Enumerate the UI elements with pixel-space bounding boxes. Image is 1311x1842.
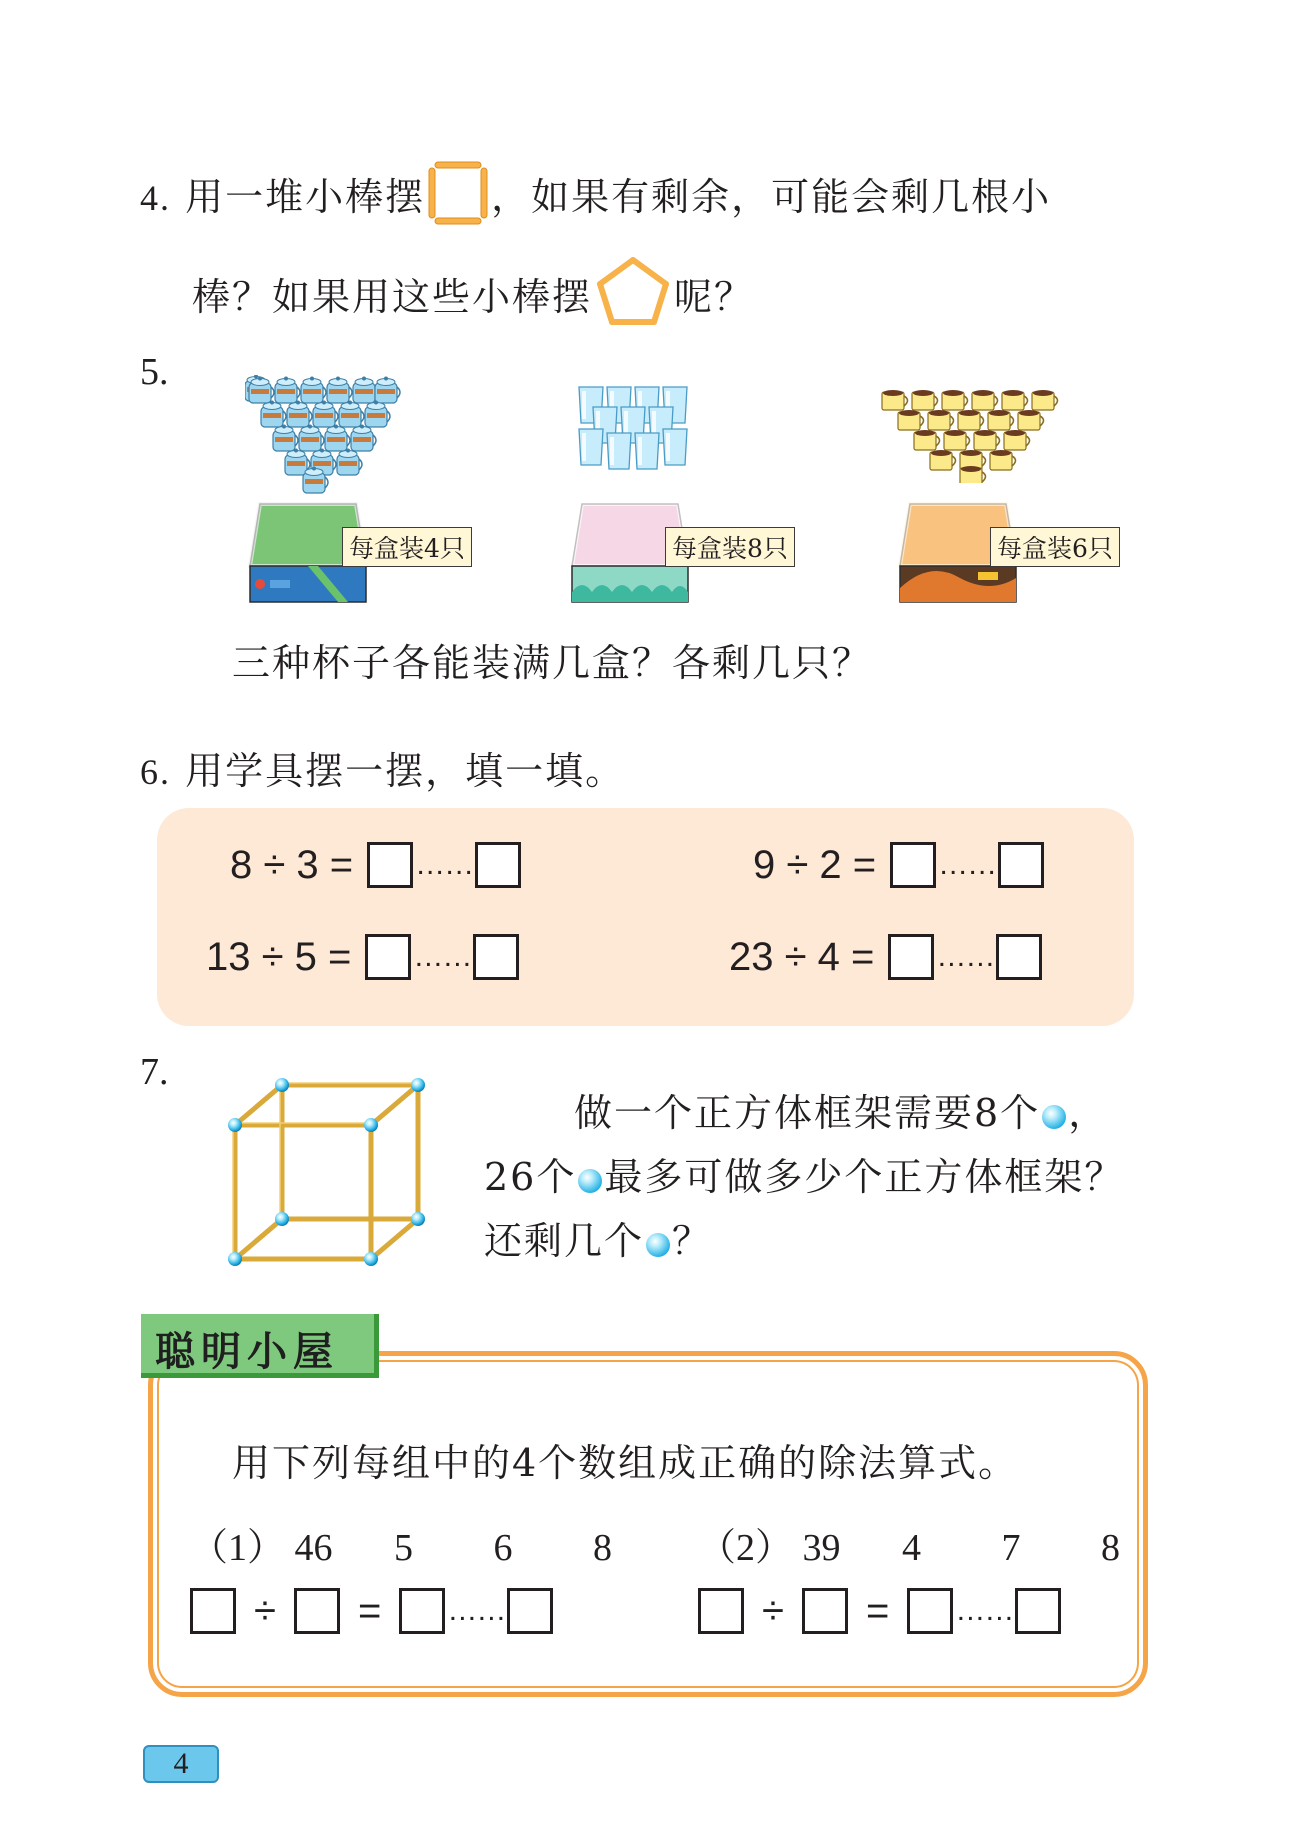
cube-frame-icon: [225, 1075, 430, 1275]
q7-text-1-end: ，: [1068, 1091, 1109, 1135]
q4-text-3: 棒？如果用这些小棒摆: [192, 275, 593, 319]
q4-text-2: ，如果有剩余，可能会剩几根小: [491, 175, 1052, 219]
divisor-box[interactable]: [294, 1588, 340, 1634]
q4-number: 4.: [140, 178, 171, 218]
q6-eq-4: [729, 934, 1042, 980]
remainder-box[interactable]: [507, 1588, 553, 1634]
group1-numbers: [190, 1516, 612, 1571]
bead-icon: [1042, 1105, 1066, 1129]
q6-eq-1: [230, 842, 521, 888]
q6-line: [140, 740, 625, 795]
dividend-box[interactable]: [698, 1588, 744, 1634]
dots: ……: [938, 848, 997, 881]
divide-sign: ÷: [762, 1588, 784, 1633]
remainder-box[interactable]: [996, 934, 1042, 980]
smart-house-title-box: [141, 1314, 379, 1378]
group2-n2: 4: [902, 1527, 922, 1569]
equals-sign: =: [357, 1588, 382, 1633]
dots: ……: [413, 940, 472, 973]
q6-instruction: 用学具摆一摆，填一填。: [185, 749, 626, 793]
answer-box[interactable]: [888, 934, 934, 980]
quotient-box[interactable]: [399, 1588, 445, 1634]
group1-n4: 8: [593, 1527, 613, 1569]
q4-text-1: 用一堆小棒摆: [185, 175, 426, 219]
dots: ……: [415, 848, 474, 881]
teacup-stack: [245, 375, 405, 495]
equals-sign: =: [865, 1588, 890, 1633]
group2-numbers: [698, 1516, 1120, 1571]
dots: ……: [936, 940, 995, 973]
bead-icon: [646, 1233, 670, 1257]
q7-text-3a: 还剩几个: [484, 1219, 645, 1263]
q6-number: 6.: [140, 752, 171, 792]
smart-instruction: 用下列每组中的4个数组成正确的除法算式。: [232, 1441, 1019, 1485]
q7-text-2a: 26个: [484, 1155, 577, 1199]
group2-n3: 7: [1001, 1527, 1021, 1569]
box-label-3: 每盒装6只: [990, 527, 1120, 567]
remainder-box[interactable]: [473, 934, 519, 980]
answer-box[interactable]: [365, 934, 411, 980]
divide-sign: ÷: [254, 1588, 276, 1633]
q6-panel: [157, 808, 1134, 1026]
group1-n3: 6: [493, 1527, 513, 1569]
group2-equation: [698, 1588, 1061, 1634]
q7-text-2b: 最多可做多少个正方体框架？: [604, 1155, 1125, 1199]
remainder-box[interactable]: [998, 842, 1044, 888]
q5-question: 三种杯子各能装满几盒？各剩几只？: [232, 641, 873, 685]
glass-icon: [575, 385, 695, 475]
q6-eq-3-text: 13 ÷ 5 =: [206, 934, 352, 979]
page-number-tab: [143, 1745, 219, 1783]
stick-square-icon: [427, 160, 489, 226]
q7-line3: [484, 1210, 712, 1265]
q6-eq-2: [753, 842, 1044, 888]
mug-icon: [878, 388, 1068, 483]
group1-equation: [190, 1588, 553, 1634]
dots: ……: [955, 1594, 1014, 1627]
q5-number: 5.: [140, 351, 169, 393]
q7-text-1: 做一个正方体框架需要8个: [574, 1091, 1041, 1135]
divisor-box[interactable]: [802, 1588, 848, 1634]
dividend-box[interactable]: [190, 1588, 236, 1634]
q6-eq-4-text: 23 ÷ 4 =: [729, 934, 875, 979]
q6-eq-2-text: 9 ÷ 2 =: [753, 842, 877, 887]
group1-n2: 5: [394, 1527, 414, 1569]
q6-eq-1-text: 8 ÷ 3 =: [230, 842, 354, 887]
q6-eq-3: [206, 934, 519, 980]
box-label-1: 每盒装4只: [342, 527, 472, 567]
answer-box[interactable]: [367, 842, 413, 888]
q4-line2: [192, 256, 754, 328]
group1-label: （1）: [190, 1527, 286, 1569]
q7-line2: [484, 1146, 1124, 1201]
q7-number: 7.: [140, 1051, 169, 1093]
dots: ……: [447, 1594, 506, 1627]
box-label-2: 每盒装8只: [665, 527, 795, 567]
smart-house-title: 聪明小屋: [155, 1330, 339, 1374]
q4-line1: [140, 160, 1051, 226]
bead-icon: [578, 1169, 602, 1193]
q7-text-3b: ？: [672, 1219, 713, 1263]
remainder-box[interactable]: [1015, 1588, 1061, 1634]
q7-line1: [574, 1082, 1108, 1137]
page-number: 4: [173, 1747, 189, 1780]
answer-box[interactable]: [890, 842, 936, 888]
group2-n4: 8: [1101, 1527, 1121, 1569]
group2-label: （2）: [698, 1527, 794, 1569]
group1-n1: 46: [294, 1527, 333, 1569]
remainder-box[interactable]: [475, 842, 521, 888]
group2-n1: 39: [802, 1527, 841, 1569]
q4-text-4: 呢？: [674, 275, 755, 319]
stick-pentagon-icon: [594, 256, 672, 328]
quotient-box[interactable]: [907, 1588, 953, 1634]
